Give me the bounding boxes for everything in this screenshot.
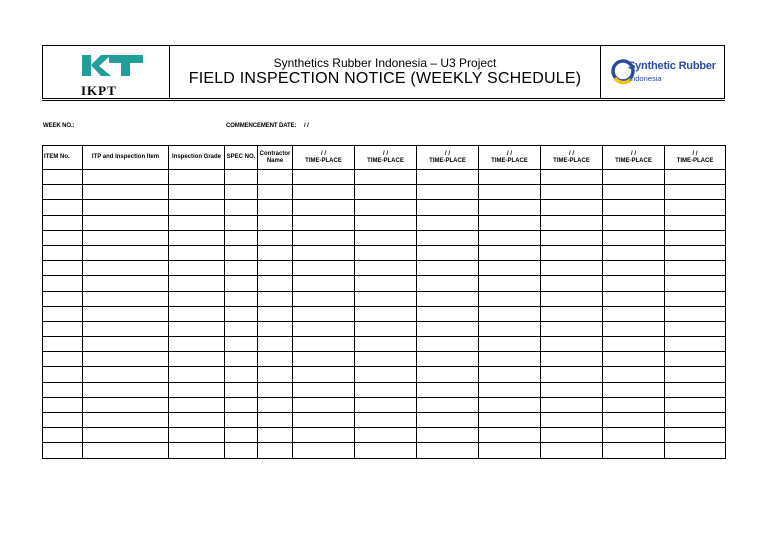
table-cell (169, 291, 225, 306)
table-cell (603, 200, 665, 215)
table-cell (43, 428, 83, 443)
table-cell (541, 397, 603, 412)
table-cell (603, 382, 665, 397)
table-cell (293, 443, 355, 458)
table-cell (479, 170, 541, 185)
table-cell (479, 367, 541, 382)
document-header (42, 45, 725, 99)
table-cell (541, 291, 603, 306)
table-cell (665, 185, 726, 200)
table-cell (293, 291, 355, 306)
table-cell (83, 413, 169, 428)
table-cell (169, 185, 225, 200)
table-cell (665, 397, 726, 412)
table-cell (293, 367, 355, 382)
table-row (43, 185, 726, 200)
day-1-label: TIME-PLACE (305, 157, 342, 164)
table-cell (479, 291, 541, 306)
table-cell (225, 215, 258, 230)
table-cell (225, 291, 258, 306)
table-cell (665, 276, 726, 291)
table-cell (83, 215, 169, 230)
table-row (43, 321, 726, 336)
table-cell (169, 337, 225, 352)
table-cell (355, 170, 417, 185)
table-cell (665, 352, 726, 367)
table-cell (665, 382, 726, 397)
table-cell (417, 397, 479, 412)
table-cell (355, 245, 417, 260)
table-cell (43, 245, 83, 260)
table-row (43, 261, 726, 276)
day-3-label: TIME-PLACE (429, 157, 466, 164)
table-cell (541, 245, 603, 260)
table-cell (665, 200, 726, 215)
table-cell (479, 352, 541, 367)
table-cell (665, 337, 726, 352)
synthetic-rubber-logo (601, 46, 724, 98)
table-cell (293, 428, 355, 443)
table-cell (417, 185, 479, 200)
table-cell (169, 276, 225, 291)
table-cell (169, 230, 225, 245)
table-cell (225, 367, 258, 382)
table-cell (225, 382, 258, 397)
table-cell (258, 185, 293, 200)
table-cell (225, 261, 258, 276)
table-cell (293, 321, 355, 336)
table-cell (83, 200, 169, 215)
header-title-block (170, 46, 601, 98)
table-cell (169, 443, 225, 458)
table-cell (293, 306, 355, 321)
table-cell (83, 245, 169, 260)
table-cell (293, 170, 355, 185)
table-cell (43, 397, 83, 412)
table-cell (293, 245, 355, 260)
table-cell (479, 428, 541, 443)
table-cell (225, 200, 258, 215)
day-3-date: / / (444, 150, 450, 157)
table-cell (603, 230, 665, 245)
table-cell (293, 382, 355, 397)
table-cell (225, 413, 258, 428)
table-cell (83, 276, 169, 291)
table-cell (293, 276, 355, 291)
table-cell (43, 367, 83, 382)
table-cell (479, 185, 541, 200)
table-cell (665, 428, 726, 443)
table-row (43, 397, 726, 412)
table-cell (603, 170, 665, 185)
table-cell (355, 321, 417, 336)
table-cell (258, 382, 293, 397)
table-cell (355, 337, 417, 352)
table-cell (355, 215, 417, 230)
table-cell (541, 230, 603, 245)
table-cell (83, 185, 169, 200)
day-6-date: / / (630, 150, 636, 157)
table-cell (665, 413, 726, 428)
table-cell (43, 261, 83, 276)
table-cell (417, 428, 479, 443)
table-cell (603, 185, 665, 200)
table-row (43, 306, 726, 321)
table-cell (225, 352, 258, 367)
col-day-6 (603, 146, 665, 170)
commencement-label-text: COMMENCEMENT DATE: (226, 123, 297, 129)
table-cell (417, 337, 479, 352)
table-cell (355, 306, 417, 321)
table-row (43, 215, 726, 230)
table-cell (293, 352, 355, 367)
day-7-label: TIME-PLACE (676, 157, 714, 164)
day-2-label: TIME-PLACE (367, 157, 404, 164)
table-cell (43, 306, 83, 321)
table-cell (355, 382, 417, 397)
table-cell (83, 170, 169, 185)
table-row (43, 413, 726, 428)
table-cell (43, 230, 83, 245)
table-cell (541, 261, 603, 276)
table-cell (258, 170, 293, 185)
col-item-no: ITEM No. (43, 146, 83, 170)
table-cell (541, 337, 603, 352)
table-cell (225, 185, 258, 200)
table-cell (479, 245, 541, 260)
table-cell (541, 170, 603, 185)
table-cell (541, 276, 603, 291)
table-cell (293, 413, 355, 428)
table-cell (43, 200, 83, 215)
table-cell (603, 306, 665, 321)
table-cell (417, 413, 479, 428)
table-cell (258, 352, 293, 367)
table-cell (355, 352, 417, 367)
table-cell (479, 200, 541, 215)
table-cell (665, 215, 726, 230)
table-cell (258, 337, 293, 352)
table-cell (43, 185, 83, 200)
table-cell (541, 352, 603, 367)
table-row (43, 276, 726, 291)
table-row (43, 291, 726, 306)
table-cell (83, 321, 169, 336)
table-cell (665, 367, 726, 382)
table-cell (355, 367, 417, 382)
table-cell (293, 397, 355, 412)
table-cell (355, 261, 417, 276)
table-cell (355, 185, 417, 200)
table-cell (355, 443, 417, 458)
table-cell (603, 428, 665, 443)
table-cell (83, 382, 169, 397)
table-cell (541, 321, 603, 336)
table-cell (225, 245, 258, 260)
table-cell (603, 321, 665, 336)
table-cell (603, 367, 665, 382)
document-title: FIELD INSPECTION NOTICE (WEEKLY SCHEDULE) (188, 70, 582, 87)
table-cell (293, 215, 355, 230)
day-5-date: / / (568, 150, 574, 157)
ikpt-logo (43, 46, 170, 98)
table-row (43, 200, 726, 215)
table-cell (541, 215, 603, 230)
table-cell (479, 321, 541, 336)
table-cell (293, 200, 355, 215)
table-cell (479, 230, 541, 245)
table-cell (169, 428, 225, 443)
col-day-1 (293, 146, 355, 170)
table-cell (83, 352, 169, 367)
table-cell (258, 276, 293, 291)
table-cell (417, 382, 479, 397)
synthetic-rubber-subtitle: Indonesia (629, 74, 662, 83)
table-cell (541, 428, 603, 443)
table-cell (479, 215, 541, 230)
table-cell (169, 215, 225, 230)
table-cell (603, 413, 665, 428)
table-cell (43, 413, 83, 428)
table-cell (258, 443, 293, 458)
table-cell (355, 413, 417, 428)
table-cell (43, 443, 83, 458)
table-cell (417, 352, 479, 367)
table-cell (417, 367, 479, 382)
table-body (43, 170, 726, 459)
table-cell (541, 382, 603, 397)
table-cell (169, 306, 225, 321)
table-cell (258, 428, 293, 443)
table-row (43, 428, 726, 443)
col-itp-item: ITP and Inspection Item (83, 146, 169, 170)
inspection-schedule-table (42, 145, 726, 459)
table-cell (43, 352, 83, 367)
table-row (43, 352, 726, 367)
table-cell (43, 276, 83, 291)
table-cell (479, 276, 541, 291)
table-cell (479, 382, 541, 397)
table-header-row (43, 146, 726, 170)
table-cell (479, 261, 541, 276)
day-4-date: / / (506, 150, 512, 157)
table-cell (83, 337, 169, 352)
header-underline (42, 100, 725, 101)
table-cell (665, 230, 726, 245)
table-cell (603, 276, 665, 291)
table-cell (169, 352, 225, 367)
day-4-label: TIME-PLACE (491, 157, 528, 164)
table-cell (417, 170, 479, 185)
col-inspection-grade: Inspection Grade (169, 146, 225, 170)
table-cell (258, 261, 293, 276)
table-cell (417, 291, 479, 306)
day-1-date: / / (320, 150, 326, 157)
table-cell (603, 291, 665, 306)
table-cell (258, 245, 293, 260)
table-cell (258, 306, 293, 321)
table-cell (355, 230, 417, 245)
table-cell (603, 337, 665, 352)
table-cell (43, 291, 83, 306)
table-cell (83, 261, 169, 276)
week-no-label: WEEK NO.: (43, 123, 75, 129)
day-5-label: TIME-PLACE (553, 157, 590, 164)
table-cell (169, 261, 225, 276)
table-cell (665, 291, 726, 306)
table-cell (258, 321, 293, 336)
table-cell (417, 200, 479, 215)
col-day-5 (541, 146, 603, 170)
table-cell (169, 413, 225, 428)
col-day-7 (665, 146, 726, 170)
table-cell (225, 337, 258, 352)
table-cell (541, 306, 603, 321)
table-cell (83, 367, 169, 382)
table-cell (169, 367, 225, 382)
table-cell (169, 397, 225, 412)
table-cell (541, 200, 603, 215)
table-cell (293, 230, 355, 245)
table-cell (293, 261, 355, 276)
table-cell (417, 306, 479, 321)
table-cell (479, 443, 541, 458)
table-cell (541, 443, 603, 458)
table-cell (603, 352, 665, 367)
table-cell (83, 291, 169, 306)
table-row (43, 443, 726, 458)
table-cell (541, 185, 603, 200)
col-day-3 (417, 146, 479, 170)
col-day-4 (479, 146, 541, 170)
synthetic-rubber-title: Synthetic Rubber (628, 60, 716, 72)
table-cell (417, 245, 479, 260)
table-cell (258, 413, 293, 428)
table-cell (293, 185, 355, 200)
table-cell (258, 230, 293, 245)
table-cell (665, 306, 726, 321)
table-cell (258, 200, 293, 215)
table-row (43, 230, 726, 245)
table-row (43, 245, 726, 260)
day-2-date: / / (382, 150, 388, 157)
col-contractor-name: Contractor Name (258, 146, 293, 170)
table-cell (293, 337, 355, 352)
table-cell (665, 321, 726, 336)
table-cell (479, 306, 541, 321)
table-cell (603, 215, 665, 230)
table-cell (43, 337, 83, 352)
table-cell (225, 230, 258, 245)
table-cell (417, 321, 479, 336)
commencement-date-label (226, 123, 309, 129)
table-cell (479, 397, 541, 412)
day-6-label: TIME-PLACE (615, 157, 652, 164)
table-cell (417, 276, 479, 291)
table-cell (355, 276, 417, 291)
table-cell (225, 397, 258, 412)
table-cell (169, 200, 225, 215)
project-line: Synthetics Rubber Indonesia – U3 Project (273, 56, 497, 70)
table-cell (225, 306, 258, 321)
table-cell (225, 321, 258, 336)
table-cell (43, 170, 83, 185)
table-cell (225, 170, 258, 185)
table-cell (43, 382, 83, 397)
table-cell (169, 245, 225, 260)
table-cell (83, 230, 169, 245)
ikpt-wordmark: IKPT (81, 83, 117, 98)
table-row (43, 382, 726, 397)
table-cell (83, 428, 169, 443)
table-cell (225, 428, 258, 443)
table-cell (169, 170, 225, 185)
table-cell (417, 443, 479, 458)
col-day-2 (355, 146, 417, 170)
table-row (43, 367, 726, 382)
table-cell (417, 261, 479, 276)
table-cell (355, 200, 417, 215)
table-cell (665, 245, 726, 260)
table-cell (603, 261, 665, 276)
day-7-date: / / (692, 150, 698, 157)
table-cell (665, 443, 726, 458)
table-cell (665, 261, 726, 276)
table-cell (541, 413, 603, 428)
table-cell (355, 291, 417, 306)
table-cell (169, 321, 225, 336)
table-cell (541, 367, 603, 382)
table-cell (43, 321, 83, 336)
table-cell (417, 215, 479, 230)
table-cell (258, 367, 293, 382)
table-cell (83, 443, 169, 458)
col-spec-no: SPEC NO. (225, 146, 258, 170)
table-cell (603, 397, 665, 412)
table-cell (225, 276, 258, 291)
table-cell (83, 306, 169, 321)
table-cell (665, 170, 726, 185)
table-cell (258, 291, 293, 306)
table-row (43, 337, 726, 352)
table-cell (603, 443, 665, 458)
table-cell (479, 337, 541, 352)
table-cell (355, 428, 417, 443)
table-cell (43, 215, 83, 230)
commencement-date-value: / / (304, 123, 309, 129)
table-cell (417, 230, 479, 245)
table-cell (258, 215, 293, 230)
table-cell (355, 397, 417, 412)
table-cell (258, 397, 293, 412)
table-cell (169, 382, 225, 397)
table-cell (83, 397, 169, 412)
table-cell (225, 443, 258, 458)
table-cell (603, 245, 665, 260)
table-cell (479, 413, 541, 428)
table-row (43, 170, 726, 185)
